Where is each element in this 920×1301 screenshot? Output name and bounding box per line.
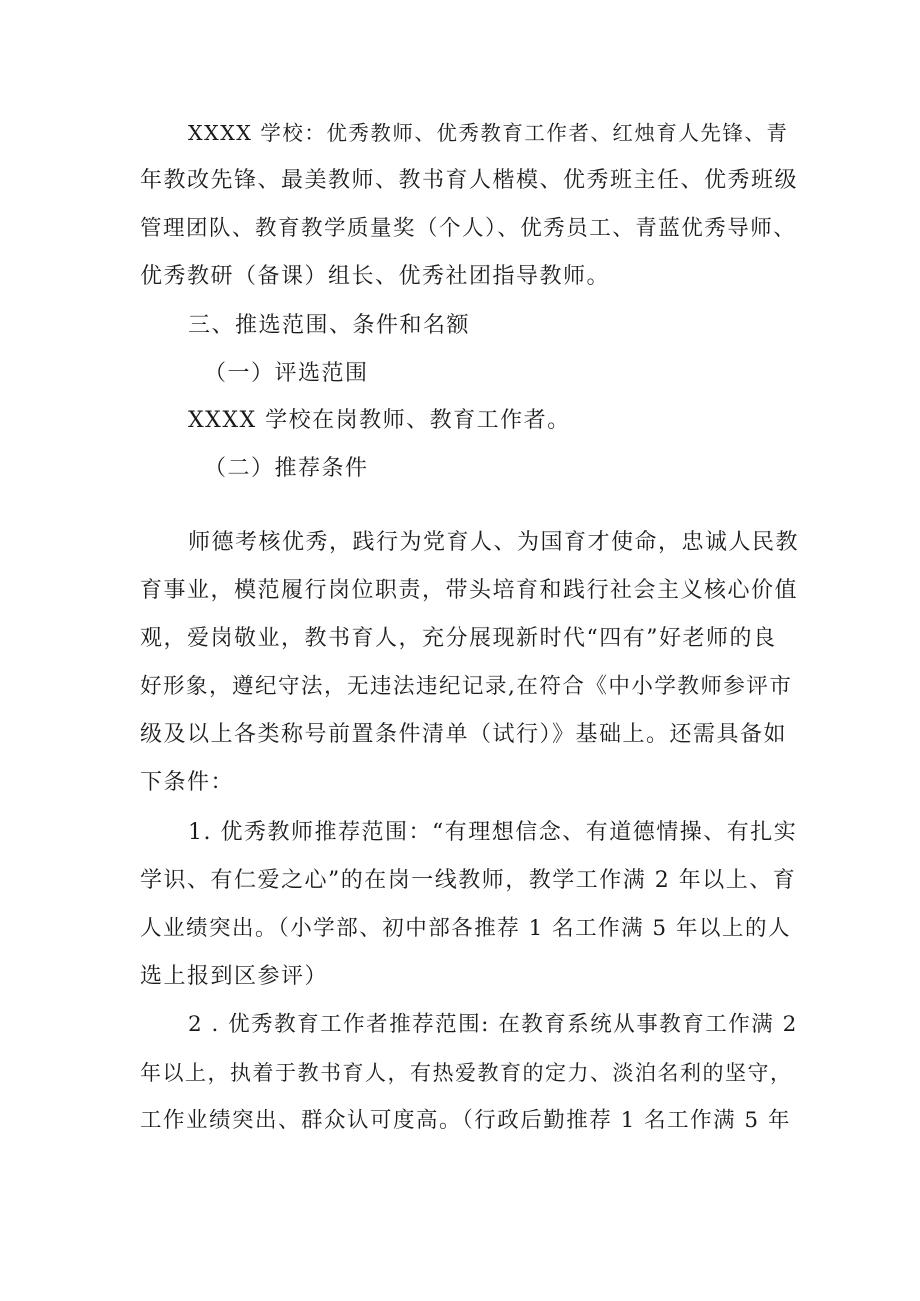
item-1-line-1: 1. 优秀教师推荐范围：“有理想信念、有道德情操、有扎实 bbox=[188, 820, 798, 845]
award-list-line-3: 管理团队、教育教学质量奖（个人）、优秀员工、青蓝优秀导师、 bbox=[140, 216, 797, 241]
subsection-heading-1: （一）评选范围 bbox=[204, 361, 369, 386]
award-list-line-1: XXXX 学校：优秀教师、优秀教育工作者、红烛育人先锋、青 bbox=[188, 121, 789, 145]
section-heading-3: 三、推选范围、条件和名额 bbox=[188, 313, 471, 338]
conditions-line-1: 师德考核优秀，践行为党育人、为国育才使命，忠诚人民教 bbox=[188, 530, 800, 555]
conditions-line-5: 级及以上各类称号前置条件清单（试行）》基础上。还需具备如 bbox=[140, 722, 788, 747]
item-1-line-4: 选上报到区参评） bbox=[140, 964, 329, 989]
item-1-line-2: 学识、有仁爱之心”的在岗一线教师，教学工作满 2 年以上、育 bbox=[140, 868, 797, 893]
scope-paragraph: XXXX 学校在岗教师、教育工作者。 bbox=[188, 408, 571, 433]
conditions-line-3: 观，爱岗敬业，教书育人，充分展现新时代“四有”好老师的良 bbox=[140, 626, 777, 651]
award-list-line-2: 年教改先锋、最美教师、教书育人楷模、优秀班主任、优秀班级 bbox=[140, 168, 799, 193]
subsection-heading-2: （二）推荐条件 bbox=[204, 456, 369, 481]
item-2-line-1: 2 . 优秀教育工作者推荐范围: 在教育系统从事教育工作满 2 bbox=[188, 1012, 798, 1037]
conditions-line-4: 好形象，遵纪守法，无违法违纪记录,在符合《中小学教师参评市 bbox=[140, 674, 793, 699]
item-2-line-2: 年以上，执着于教书育人，有热爱教育的定力、淡泊名利的坚守， bbox=[140, 1061, 793, 1085]
award-list-line-4: 优秀教研（备课）组长、优秀社团指导教师。 bbox=[140, 264, 611, 289]
conditions-line-2: 育事业，模范履行岗位职责，带头培育和践行社会主义核心价值 bbox=[140, 578, 799, 603]
conditions-line-6: 下条件： bbox=[140, 770, 235, 795]
item-1-line-3: 人业绩突出。（小学部、初中部各推荐 1 名工作满 5 年以上的人 bbox=[140, 916, 791, 941]
item-2-line-3: 工作业绩突出、群众认可度高。（行政后勤推荐 1 名工作满 5 年 bbox=[140, 1108, 791, 1133]
